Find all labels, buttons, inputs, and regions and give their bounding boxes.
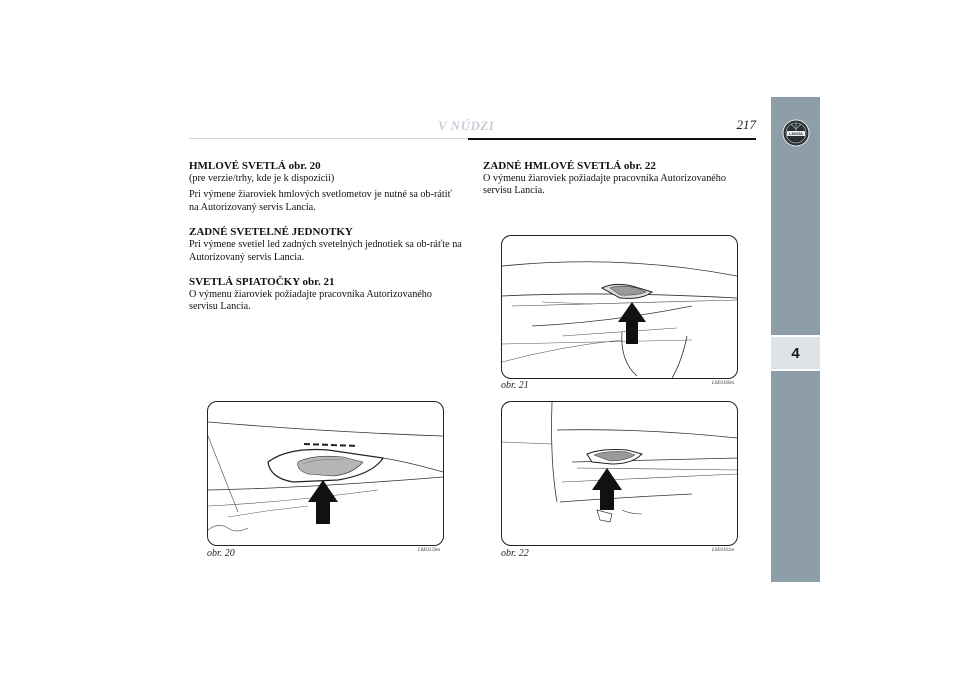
right-column: [483, 160, 757, 202]
fog-lights-body: Pri výmene žiaroviek hmlových svetlometov je nutné sa ob-rátiť na Autorizovaný servis Lancia.: [189, 189, 452, 213]
rear-fog-lights-heading: ZADNÉ HMLOVÉ SVETLÁ obr. 22: [483, 160, 656, 172]
lancia-logo-icon: [782, 119, 810, 147]
chapter-tab: [771, 337, 820, 369]
rear-light-units-heading: ZADNÉ SVETELNÉ JEDNOTKY: [189, 226, 353, 239]
fog-lights-heading: HMLOVÉ SVETLÁ obr. 20: [189, 160, 321, 172]
reverse-lights-body: O výmenu žiaroviek požiadajte pracovníka Autorizovaného servisu Lancia.: [189, 289, 432, 313]
figure-21-code: L0E0160m: [712, 381, 734, 386]
figure-21-illustration: [501, 235, 738, 379]
figure-20-caption: obr. 20: [207, 548, 235, 559]
chapter-number: 4: [791, 344, 800, 362]
rear-fog-lights-body: O výmenu žiaroviek požiadajte pracovníka Autorizovaného servisu Lancia.: [483, 173, 726, 197]
left-column: [189, 160, 463, 318]
chapter-tab-divider-bottom: [771, 369, 820, 371]
figure-21-caption: obr. 21: [501, 380, 529, 391]
figure-20-illustration: [207, 401, 444, 546]
logo-text: LANCIA: [789, 132, 803, 137]
reverse-lights-heading: SVETLÁ SPIATOČKY obr. 21: [189, 276, 335, 289]
figure-22-illustration: [501, 401, 738, 546]
header-rule-accent: [468, 138, 756, 140]
figure-20-code: L0E0159m: [418, 548, 440, 553]
section-title: V NÚDZI: [438, 118, 495, 133]
figure-22-caption: obr. 22: [501, 548, 529, 559]
page-number: 217: [736, 117, 756, 132]
figure-22-code: L0E0161m: [712, 548, 734, 553]
fog-lights-subtitle: (pre verzie/trhy, kde je k dispozícii): [189, 173, 335, 184]
rear-light-units-body: Pri výmene svetiel led zadných svetelných jednotiek sa ob-ráťte na Autorizovaný servis Lancia.: [189, 239, 462, 263]
